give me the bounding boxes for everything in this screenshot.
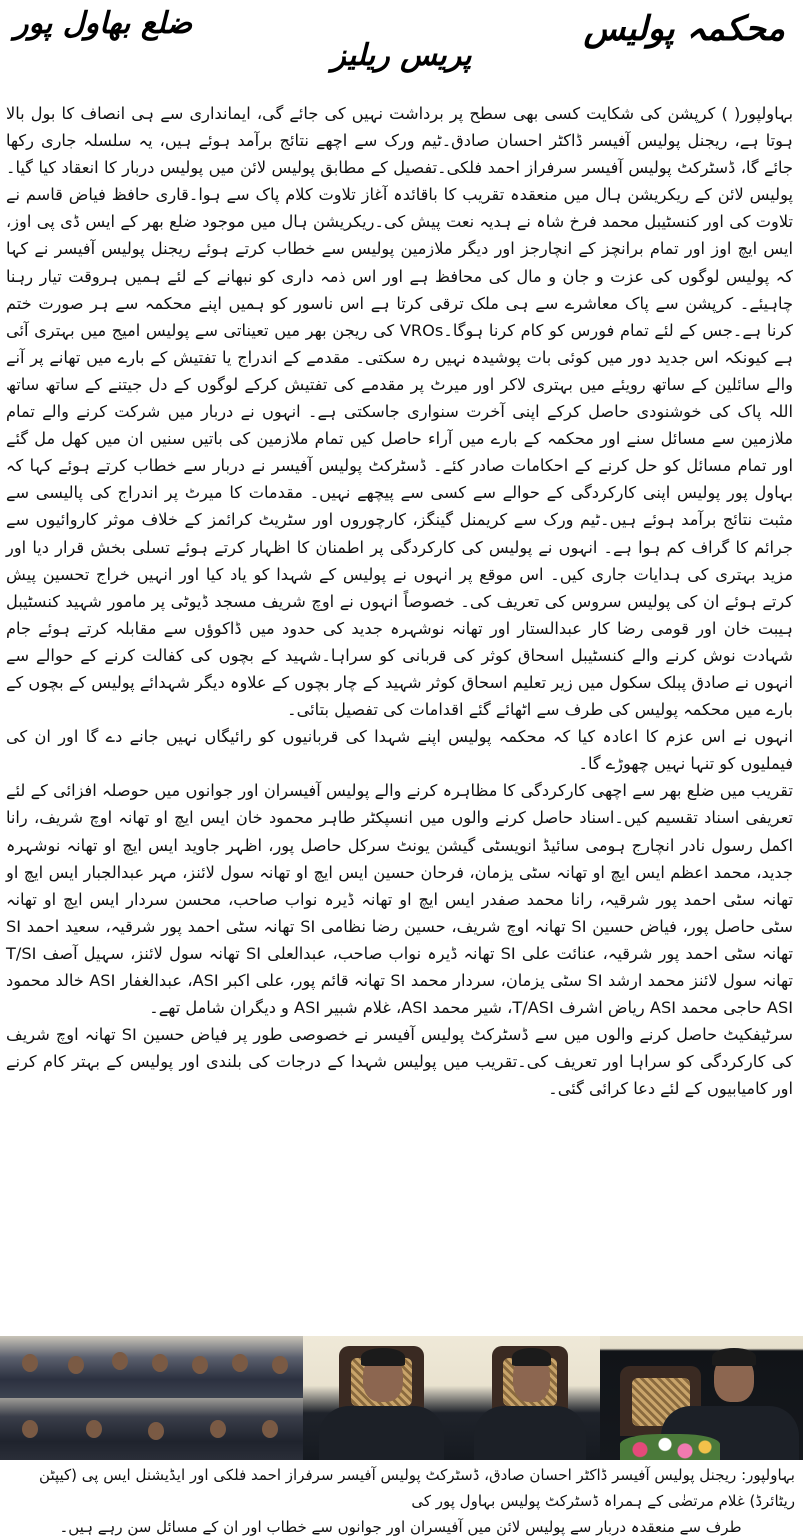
face-graphic [262,1420,278,1438]
face-graphic [112,1352,128,1370]
face-graphic [22,1354,38,1372]
body-paragraph: تقریب میں ضلع بھر سے اچھی کارکردگی کا مظاہرہ کرنے والے پولیس آفیسران اور جوانوں میں حوصلہ افزائی کے لئے تعریفی اسناد تقسیم کیں۔اسناد حاصل کرنے والوں میں انسپکٹر طاہر محمود خان ایس ایچ او تھانہ اوچ شریف، رانا اکمل رسول نادر انچارج ہومی سائیڈ انویسٹی گیشن یونٹ سرکل حاصل پور، اظہر جاوید ایس ایچ او تھانہ نوشہرہ جدید، محمد اعظم ایس ایچ او تھانہ سٹی یزمان، فرحان حسین ایس ایچ او تھانہ سول لائنز، مہر عبدالجبار ایس ایچ او تھانہ سٹی احمد پور شرقیہ، رانا محمد صفدر ایس ایچ او تھانہ ڈیرہ نواب صاحب، محسن سردار ایس ایچ او تھانہ سٹی حاصل پور، فیاض حسین SI تھانہ اوچ شریف، حسین رضا نظامی SI تھانہ سٹی احمد پور شرقیہ، سعید احمد SI تھانہ سٹی احمد پور شرقیہ، عنائت علی SI تھانہ ڈیرہ نواب صاحب، عبدالعلی SI تھانہ سول لائنز، سہیل آصف T/SI تھانہ سول لائنز محمد ارشد SI سٹی یزمان، سردار محمد SI تھانہ قائم پور، علی اکبر ASI، عبدالغفار ASI خالد محمود ASI حاجی محمد ASI ریاض اشرف T/ASI، شیر محمد ASI، غلام شبیر ASI و دیگران شامل تھے۔ [6,781,793,1018]
audience-photos [0,1336,303,1460]
officer-photo-1 [303,1336,460,1460]
body-paragraph: انہوں نے اس عزم کا اعادہ کیا کہ محکمہ پولیس اپنے شہدا کی قربانیوں کو رائیگاں نہیں جانے دے گا اور ان کی فیملیوں کو تنہا نہیں چھوڑے گا۔ [6,727,793,774]
caption-line-1: بہاولپور: ریجنل پولیس آفیسر ڈاکٹر احسان صادق، ڈسٹرکٹ پولیس آفیسر سرفراز احمد فلکی اور ایڈیشنل ایس پی (کیپٹن ریٹائرڈ) غلام مرتضٰی کے ہمراہ ڈسٹرکٹ پولیس بہاول پور کی [39,1466,795,1510]
department-heading: محکمہ پولیس [583,9,785,49]
face-graphic [152,1354,168,1372]
photo-strip [0,1336,803,1460]
district-heading: ضلع بھاول پور [14,6,193,41]
face-graphic [210,1420,226,1438]
face-graphic [232,1354,248,1372]
officer-photo-3 [600,1336,803,1460]
audience-photo-top [0,1336,303,1398]
caption-line-2: طرف سے منعقدہ دربار سے پولیس لائن میں آفیسران اور جوانوں سے خطاب اور ان کے مسائل سن رہے ہیں۔ [59,1518,742,1536]
face-graphic [272,1356,288,1374]
flowers-graphic [620,1434,720,1460]
officer-photo-2 [460,1336,600,1460]
body-paragraph: بہاولپور( ) کرپشن کی شکایت کسی بھی سطح پر برداشت نہیں کی جائے گی، ایمانداری سے ہی انصاف کا بول بالا ہوتا ہے، ریجنل پولیس آفیسر ڈاکٹر احسان صادق۔ٹیم ورک سے اچھے نتائج برآمد ہوئے ہیں، یہ سلسلہ جاری رکھا جائے گا، ڈسٹرکٹ پولیس آفیسر سرفراز احمد فلکی۔تفصیل کے مطابق پولیس لائن میں پولیس دربار کا انعقاد کیا گیا۔ پولیس لائن کے ریکریشن ہال میں منعقدہ تقریب کا باقائدہ آغاز تلاوت کلام پاک سے ہوا۔قاری حافظ فیاض قاسم نے تلاوت کی اور کنسٹیبل محمد فرخ شاہ نے ہدیہ نعت پیش کی۔ریکریشن ہال میں موجود ضلع بھر کے ایس ڈی پی اوز، ایس ایچ اوز اور تمام برانچز کے انچارجز اور دیگر ملازمین پولیس سے خطاب کرتے ہوئے ریجنل پولیس آفیسر نے کہا کہ پولیس لوگوں کی عزت و جان و مال کی محافظ ہے اور اس ذمہ داری کو نبھانے کے لئے ہمیں ہروقت تیار رہنا چاہیئے۔ کرپشن سے پاک معاشرے سے ہی ملک ترقی کرتا ہے اس ناسور کو ہمیں اپنے محکمہ سے ہر صورت ختم کرنا ہے۔جس کے لئے تمام فورس کو کام کرنا ہوگا۔VROs کی ریجن بھر میں تعیناتی سے پولیس امیج میں بہتری آئی ہے کیونکہ اس جدید دور میں کوئی بات پوشیدہ نہیں رہ سکتی۔ مقدمے کے اندراج یا تفتیش کے بارے میں تھانے پر آنے والے سائلین کے ساتھ رویئے میں بہتری لاکر اور میرٹ پر مقدمے کی تفتیش کرکے لوگوں کے دل جیتنے کے ساتھ ساتھ اللہ پاک کی خوشنودی حاصل کرکے اپنی آخرت سنواری جاسکتی ہے۔ انہوں نے دربار میں شرکت کرنے والے تمام ملازمین سے مسائل سنے اور محکمہ کے بارے میں آراء حاصل کیں تمام ملازمین کی باتیں سنیں ان میں کھل مل گئے اور تمام مسائل کو حل کرنے کے احکامات صادر کئے۔ ڈسٹرکٹ پولیس آفیسر نے دربار سے خطاب کرتے ہوئے کہا کہ بہاول پور پولیس اپنی کارکردگی کے حوالے سے کسی سے پیچھے نہیں۔ مقدمات کا میرٹ پر اندراج کی پالیسی سے مثبت نتائج برآمد ہوئے ہیں۔ٹیم ورک سے کریمنل گینگز، کارچوروں اور سٹریٹ کرائمز کے خلاف موثر کاروائیوں سے جرائم کا گراف کم ہوا ہے۔ انہوں نے پولیس کی کارکردگی پر اطمنان کا اظہار کرتے ہوئے تسلی بخش قرار دیا اور مزید بہتری کی ہدایات جاری کیں۔ اس موقع پر انہوں نے پولیس کے شہدا کو یاد کیا اور انہیں خراج تحسین پیش کرتے ہوئے ان کی پولیس سروس کی تعریف کی۔ خصوصاً انہوں نے اوچ شریف مسجد ڈیوٹی پر مامور شہید کنسٹیبل ہیبت خان اور قومی رضا کار عبدالستار اور تھانہ نوشہرہ جدید کی حدود میں ڈاکوؤں سے مقابلہ کرتے ہوئے جام شہادت نوش کرنے والے کنسٹیبل اسحاق کوثر کی قربانی کو سراہا۔شہید کے بچوں کی کفالت کرنے کے حوالے سے انہوں نے صادق پبلک سکول میں زیر تعلیم اسحاق کوثر شہید کے چار بچوں کے علاوہ دیگر شہدائے پولیس کے بچوں کے بارے میں محکمہ پولیس کی طرف سے اٹھائے گئے اقدامات کی تفصیل بتائی۔ [6,104,794,720]
face-graphic [192,1356,208,1374]
face-graphic [148,1422,164,1440]
press-release-body [6,100,793,1102]
photo-caption [6,1462,795,1540]
press-release-title: پریس ریلیز [331,38,472,73]
body-paragraph: سرٹیفکیٹ حاصل کرنے والوں میں سے ڈسٹرکٹ پولیس آفیسر نے خصوصی طور پر فیاض حسین SI تھانہ اوچ شریف کی کارکردگی کو سراہا اور تعریف کی۔تقریب میں پولیس شہدا کے درجات کی بلندی اور پولیس کے بہتر کام کرنے اور کامیابیوں کے لئے دعا کرائی گئی۔ [6,1025,793,1099]
face-graphic [86,1420,102,1438]
face-graphic [68,1356,84,1374]
face-graphic [22,1420,38,1438]
audience-photo-bottom [0,1398,303,1460]
